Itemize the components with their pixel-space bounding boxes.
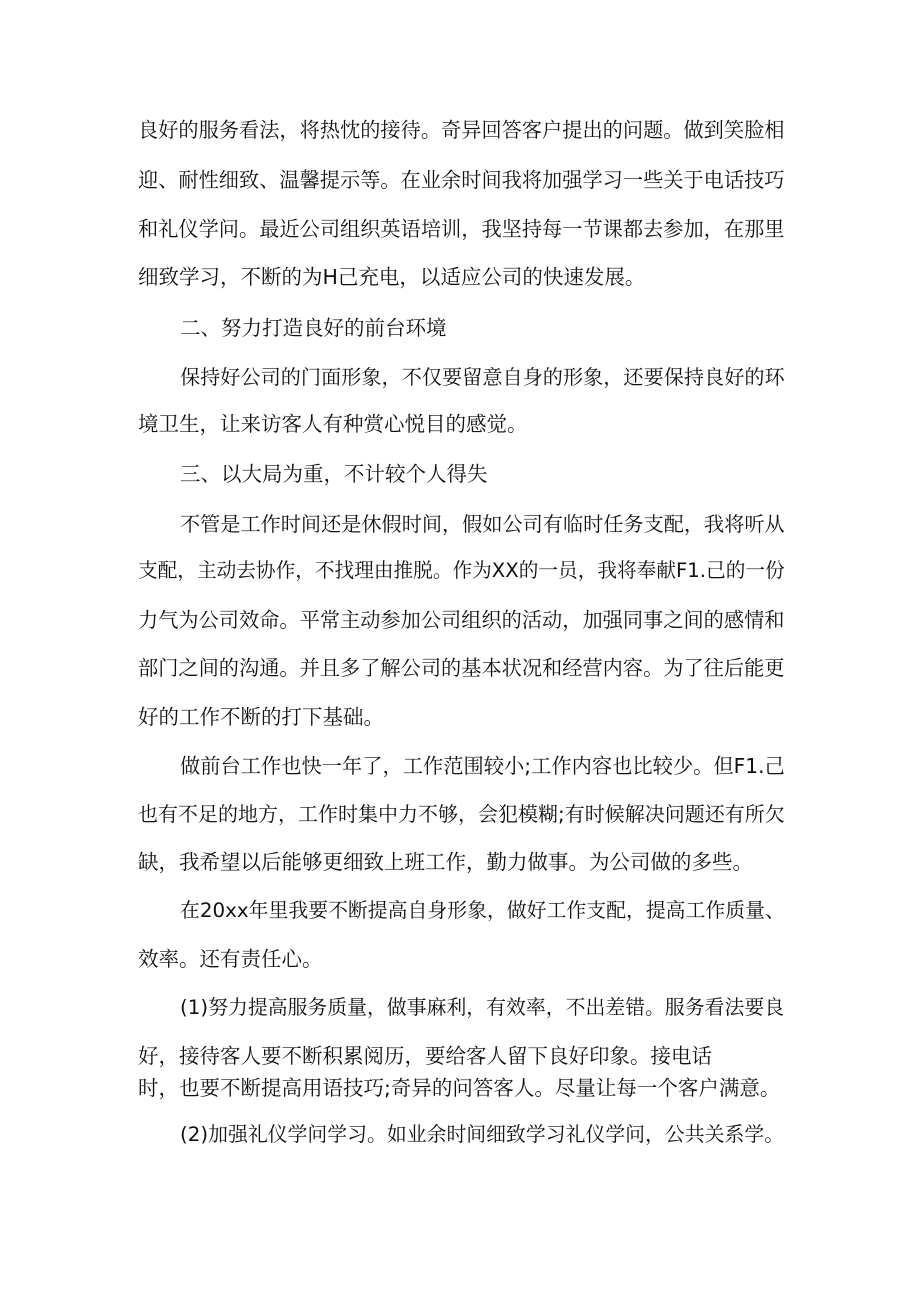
body-line: 好的工作不断的打下基础。 — [138, 705, 384, 729]
body-line: 效率。还有责任心。 — [138, 947, 323, 971]
section-heading: 三、以大局为重，不计较个人得失 — [180, 462, 488, 486]
body-line: 也有不足的地方，工作时集中力不够，会犯模糊;有时候解决问题还有所欠 — [138, 802, 785, 826]
section-heading: 二、努力打造良好的前台环境 — [180, 316, 447, 340]
body-line: 迎、耐性细致、温馨提示等。在业余时间我将加强学习一些关于电话技巧 — [138, 168, 785, 192]
body-line: 细致学习，不断的为H己充电，以适应公司的快速发展。 — [138, 265, 646, 289]
body-line: 缺，我希望以后能够更细致上班工作，勤力做事。为公司做的多些。 — [138, 850, 753, 874]
body-line: 力气为公司效命。平常主动参加公司组织的活动，加强同事之间的感情和 — [138, 608, 785, 632]
list-item: 时，也要不断提高用语技巧;奇异的问答客人。尽量让每一个客户满意。 — [138, 1076, 781, 1100]
body-line: 做前台工作也快一年了，工作范围较小;工作内容也比较少。但F1.己 — [180, 754, 785, 778]
list-item: 好，接待客人要不断积累阅历，要给客人留下良好印象。接电话 — [138, 1044, 712, 1068]
body-line: 良好的服务看法，将热忱的接待。奇异回答客户提出的问题。做到笑脸相 — [138, 118, 785, 142]
body-line: 在20xx年里我要不断提高自身形象，做好工作支配，提高工作质量、 — [180, 899, 785, 922]
list-item: (2)加强礼仪学问学习。如业余时间细致学习礼仪学问，公共关系学。 — [180, 1123, 785, 1146]
body-line: 支配，主动去协作，不找理由推脱。作为XX的一员，我将奉献F1.己的一份 — [138, 559, 785, 582]
list-item: (1)努力提高服务质量，做事麻利，有效率，不出差错。服务看法要良 — [180, 996, 785, 1019]
body-line: 和礼仪学问。最近公司组织英语培训，我坚持每一节课都去参加，在那里 — [138, 217, 785, 241]
body-line: 不管是工作时间还是休假时间，假如公司有临时任务支配，我将听从 — [180, 512, 785, 536]
body-line: 部门之间的沟通。并且多了解公司的基本状况和经营内容。为了往后能更 — [138, 656, 785, 680]
body-line: 保持好公司的门面形象，不仅要留意自身的形象，还要保持良好的环 — [180, 365, 785, 389]
body-line: 境卫生，让来访客人有种赏心悦目的感觉。 — [138, 412, 528, 436]
